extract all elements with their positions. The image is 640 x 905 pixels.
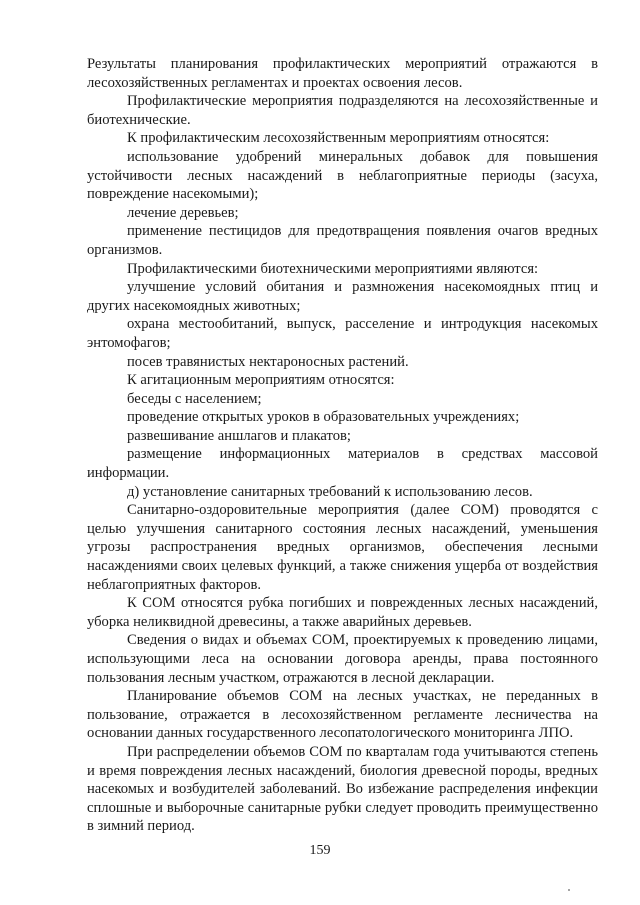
paragraph: лечение деревьев; [127, 204, 239, 221]
paragraph: К профилактическим лесохозяйственным мероприятиям относятся: [127, 130, 550, 147]
paragraph: использование удобрений минеральных добавок для повышения устойчивости лесных насаждений в неблагоприятные периоды (засуха, повреждение насекомыми); [87, 148, 598, 203]
paragraph: беседы с населением; [127, 390, 262, 407]
paragraph: посев травянистых нектароносных растений. [127, 353, 409, 370]
paragraph: развешивание аншлагов и плакатов; [127, 427, 351, 444]
paragraph: д) установление санитарных требований к использованию лесов. [127, 483, 533, 500]
paragraph: Сведения о видах и объемах СОМ, проектируемых к проведению лицами, использующими леса на основании договора аренды, права постоянного пользования лесным участком, отражаются в лесной декларации. [87, 632, 598, 686]
paragraph: Профилактическими биотехническими мероприятиями являются: [127, 260, 539, 277]
paragraph: применение пестицидов для предотвращения появления очагов вредных организмов. [87, 223, 598, 258]
paragraph: Результаты планирования профилактических мероприятий отражаются в лесохозяйственных регламентах и проектах освоения лесов. [87, 56, 598, 91]
page-body [87, 55, 598, 836]
paragraph: охрана местообитаний, выпуск, расселение и интродукция насекомых энтомофагов; [87, 316, 598, 351]
paragraph: размещение информационных материалов в средствах массовой информации. [87, 446, 598, 482]
paragraph: При распределении объемов СОМ по кварталам года учитываются степень и время повреждения лесных насаждений, биология древесной породы, вредных насекомых и возбудителей заболеваний. Во избежание распределения инфекции сплошные и выборочные санитарные рубки следует проводить преимущественно в зимний период. [87, 743, 598, 835]
paragraph: улучшение условий обитания и размножения насекомоядных птиц и других насекомоядных животных; [87, 279, 598, 314]
paragraph: Профилактические мероприятия подразделяются на лесохозяйственные и биотехнические. [87, 93, 598, 128]
page-number: 159 [309, 843, 331, 858]
paragraph: К агитационным мероприятиям относятся: [127, 372, 395, 389]
paragraph: Санитарно-оздоровительные мероприятия (далее СОМ) проводятся с целью улучшения санитарного состояния лесных насаждений, уменьшения угрозы распространения вредных организмов, обеспечения лесными насаждениями своих целевых функций, а также снижения ущерба от воздействия неблагоприятных факторов. [87, 502, 598, 593]
paragraph: К СОМ относятся рубка погибших и поврежденных лесных насаждений, уборка неликвидной древесины, а также аварийных деревьев. [87, 595, 598, 630]
scan-speck [568, 889, 570, 891]
paragraph: Планирование объемов СОМ на лесных участках, не переданных в пользование, отражается в лесохозяйственном регламенте лесничества на основании данных государственного лесопатологического мониторинга ЛПО. [87, 688, 598, 742]
paragraph: проведение открытых уроков в образовательных учреждениях; [127, 409, 520, 426]
